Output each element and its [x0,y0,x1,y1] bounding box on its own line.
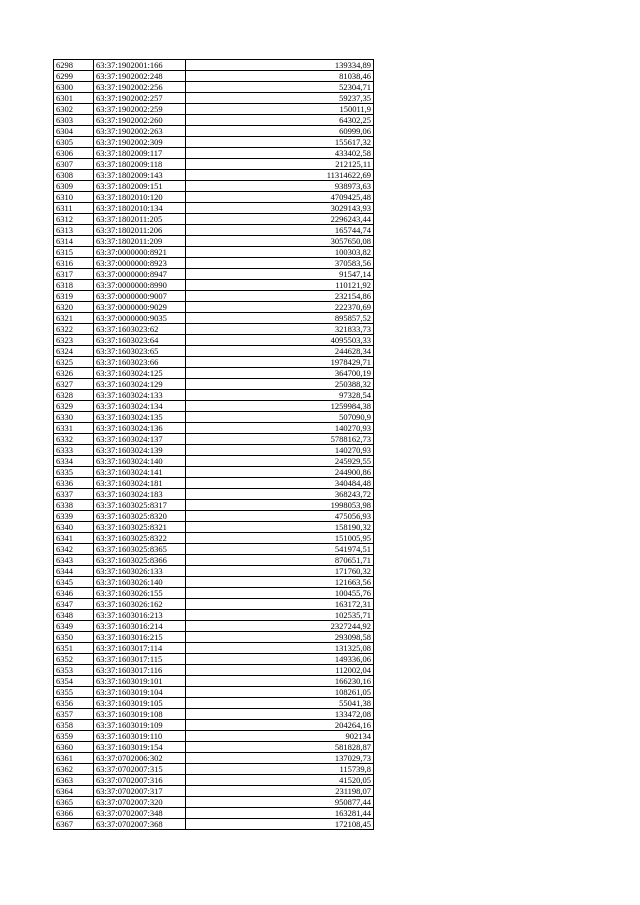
cadastral-number-cell: 63:37:1902002:248 [94,71,186,82]
value-cell: 3057650,08 [186,236,374,247]
value-cell: 59237,35 [186,93,374,104]
value-cell: 91547,14 [186,269,374,280]
value-cell: 340484,48 [186,478,374,489]
value-cell: 110121,92 [186,280,374,291]
value-cell: 137029,73 [186,753,374,764]
table-row [54,775,374,786]
cadastral-number-cell: 63:37:1802011:205 [94,214,186,225]
row-number-cell: 6334 [54,456,94,467]
row-number-cell: 6317 [54,269,94,280]
table-row [54,467,374,478]
value-cell: 507090,9 [186,412,374,423]
table-row [54,643,374,654]
row-number-cell: 6300 [54,82,94,93]
row-number-cell: 6362 [54,764,94,775]
table-row [54,676,374,687]
value-cell: 171760,32 [186,566,374,577]
value-cell: 64302,25 [186,115,374,126]
table-row [54,82,374,93]
table-row [54,687,374,698]
cadastral-number-cell: 63:37:1802009:151 [94,181,186,192]
row-number-cell: 6308 [54,170,94,181]
row-number-cell: 6331 [54,423,94,434]
value-cell: 163281,44 [186,808,374,819]
table-row [54,379,374,390]
value-cell: 364700,19 [186,368,374,379]
value-cell: 950877,44 [186,797,374,808]
row-number-cell: 6337 [54,489,94,500]
cadastral-number-cell: 63:37:1902002:260 [94,115,186,126]
row-number-cell: 6313 [54,225,94,236]
row-number-cell: 6339 [54,511,94,522]
cadastral-number-cell: 63:37:1603024:135 [94,412,186,423]
cadastral-number-cell: 63:37:1603025:8366 [94,555,186,566]
row-number-cell: 6329 [54,401,94,412]
row-number-cell: 6340 [54,522,94,533]
table-row [54,742,374,753]
cadastral-number-cell: 63:37:1802010:120 [94,192,186,203]
value-cell: 165744,74 [186,225,374,236]
row-number-cell: 6316 [54,258,94,269]
value-cell: 938973,63 [186,181,374,192]
table-row [54,566,374,577]
value-cell: 166230,16 [186,676,374,687]
cadastral-number-cell: 63:37:1603019:105 [94,698,186,709]
cadastral-number-cell: 63:37:1603016:214 [94,621,186,632]
cadastral-number-cell: 63:37:1902001:166 [94,60,186,71]
row-number-cell: 6302 [54,104,94,115]
row-number-cell: 6353 [54,665,94,676]
row-number-cell: 6301 [54,93,94,104]
table-row [54,621,374,632]
table-row [54,720,374,731]
row-number-cell: 6359 [54,731,94,742]
cadastral-number-cell: 63:37:0702007:316 [94,775,186,786]
table-row [54,544,374,555]
spreadsheet-page [53,59,374,830]
cadastral-number-cell: 63:37:1603024:134 [94,401,186,412]
row-number-cell: 6298 [54,60,94,71]
table-row [54,577,374,588]
table-row [54,302,374,313]
value-cell: 293098,58 [186,632,374,643]
row-number-cell: 6355 [54,687,94,698]
value-cell: 1978429,71 [186,357,374,368]
cadastral-number-cell: 63:37:1603017:114 [94,643,186,654]
value-cell: 121663,56 [186,577,374,588]
row-number-cell: 6311 [54,203,94,214]
row-number-cell: 6318 [54,280,94,291]
data-table [53,59,374,830]
row-number-cell: 6347 [54,599,94,610]
value-cell: 4095503,33 [186,335,374,346]
value-cell: 244900,86 [186,467,374,478]
value-cell: 244628,34 [186,346,374,357]
table-row [54,555,374,566]
cadastral-number-cell: 63:37:1902002:263 [94,126,186,137]
table-row [54,588,374,599]
row-number-cell: 6323 [54,335,94,346]
cadastral-number-cell: 63:37:1902002:256 [94,82,186,93]
table-row [54,346,374,357]
row-number-cell: 6328 [54,390,94,401]
row-number-cell: 6324 [54,346,94,357]
row-number-cell: 6299 [54,71,94,82]
row-number-cell: 6304 [54,126,94,137]
row-number-cell: 6357 [54,709,94,720]
cadastral-number-cell: 63:37:1603026:155 [94,588,186,599]
cadastral-number-cell: 63:37:1802011:206 [94,225,186,236]
cadastral-number-cell: 63:37:0702007:317 [94,786,186,797]
row-number-cell: 6335 [54,467,94,478]
value-cell: 41520,05 [186,775,374,786]
value-cell: 204264,16 [186,720,374,731]
cadastral-number-cell: 63:37:1603025:8321 [94,522,186,533]
row-number-cell: 6321 [54,313,94,324]
table-row [54,533,374,544]
cadastral-number-cell: 63:37:1603024:129 [94,379,186,390]
table-row [54,500,374,511]
table-row [54,786,374,797]
value-cell: 112002,04 [186,665,374,676]
cadastral-number-cell: 63:37:0000000:8990 [94,280,186,291]
row-number-cell: 6306 [54,148,94,159]
value-cell: 231198,07 [186,786,374,797]
row-number-cell: 6346 [54,588,94,599]
table-row [54,511,374,522]
value-cell: 5788162,73 [186,434,374,445]
cadastral-number-cell: 63:37:1603025:8320 [94,511,186,522]
value-cell: 222370,69 [186,302,374,313]
value-cell: 108261,05 [186,687,374,698]
value-cell: 250388,32 [186,379,374,390]
cadastral-number-cell: 63:37:0000000:9007 [94,291,186,302]
cadastral-number-cell: 63:37:1603017:115 [94,654,186,665]
value-cell: 55041,38 [186,698,374,709]
value-cell: 115739,8 [186,764,374,775]
cadastral-number-cell: 63:37:1603025:8365 [94,544,186,555]
row-number-cell: 6314 [54,236,94,247]
cadastral-number-cell: 63:37:0000000:8947 [94,269,186,280]
value-cell: 11314622,69 [186,170,374,181]
table-row [54,698,374,709]
row-number-cell: 6366 [54,808,94,819]
cadastral-number-cell: 63:37:1802010:134 [94,203,186,214]
table-row [54,423,374,434]
value-cell: 321833,73 [186,324,374,335]
row-number-cell: 6349 [54,621,94,632]
cadastral-number-cell: 63:37:0702006:302 [94,753,186,764]
value-cell: 149336,06 [186,654,374,665]
row-number-cell: 6342 [54,544,94,555]
table-row [54,731,374,742]
cadastral-number-cell: 63:37:0702007:320 [94,797,186,808]
table-row [54,654,374,665]
cadastral-number-cell: 63:37:1603024:181 [94,478,186,489]
value-cell: 541974,51 [186,544,374,555]
row-number-cell: 6332 [54,434,94,445]
value-cell: 100455,76 [186,588,374,599]
cadastral-number-cell: 63:37:1603023:66 [94,357,186,368]
value-cell: 155617,32 [186,137,374,148]
table-row [54,709,374,720]
row-number-cell: 6333 [54,445,94,456]
table-row [54,599,374,610]
cadastral-number-cell: 63:37:1603019:101 [94,676,186,687]
row-number-cell: 6343 [54,555,94,566]
row-number-cell: 6365 [54,797,94,808]
table-row [54,126,374,137]
cadastral-number-cell: 63:37:0702007:368 [94,819,186,830]
cadastral-number-cell: 63:37:1603026:140 [94,577,186,588]
cadastral-number-cell: 63:37:1603019:108 [94,709,186,720]
cadastral-number-cell: 63:37:0000000:9035 [94,313,186,324]
row-number-cell: 6341 [54,533,94,544]
table-row [54,258,374,269]
table-row [54,478,374,489]
row-number-cell: 6319 [54,291,94,302]
row-number-cell: 6307 [54,159,94,170]
value-cell: 133472,08 [186,709,374,720]
value-cell: 232154,86 [186,291,374,302]
value-cell: 2327244,92 [186,621,374,632]
cadastral-number-cell: 63:37:1603024:125 [94,368,186,379]
cadastral-number-cell: 63:37:1802009:117 [94,148,186,159]
cadastral-number-cell: 63:37:1603019:104 [94,687,186,698]
cadastral-number-cell: 63:37:1603024:183 [94,489,186,500]
cadastral-number-cell: 63:37:1603024:139 [94,445,186,456]
table-row [54,225,374,236]
table-row [54,269,374,280]
row-number-cell: 6305 [54,137,94,148]
value-cell: 81038,46 [186,71,374,82]
cadastral-number-cell: 63:37:1603024:137 [94,434,186,445]
cadastral-number-cell: 63:37:1802011:209 [94,236,186,247]
row-number-cell: 6356 [54,698,94,709]
row-number-cell: 6364 [54,786,94,797]
table-row [54,434,374,445]
table-row [54,159,374,170]
value-cell: 172108,45 [186,819,374,830]
value-cell: 52304,71 [186,82,374,93]
cadastral-number-cell: 63:37:1802009:118 [94,159,186,170]
table-row [54,247,374,258]
value-cell: 902134 [186,731,374,742]
table-row [54,148,374,159]
table-row [54,181,374,192]
value-cell: 102535,71 [186,610,374,621]
value-cell: 870651,71 [186,555,374,566]
value-cell: 895857,52 [186,313,374,324]
row-number-cell: 6345 [54,577,94,588]
table-row [54,665,374,676]
table-row [54,753,374,764]
cadastral-number-cell: 63:37:0000000:9029 [94,302,186,313]
cadastral-number-cell: 63:37:1902002:257 [94,93,186,104]
value-cell: 150011,9 [186,104,374,115]
row-number-cell: 6326 [54,368,94,379]
table-row [54,401,374,412]
value-cell: 131325,08 [186,643,374,654]
table-row [54,324,374,335]
cadastral-number-cell: 63:37:1603026:162 [94,599,186,610]
cadastral-number-cell: 63:37:1802009:143 [94,170,186,181]
cadastral-number-cell: 63:37:1902002:309 [94,137,186,148]
value-cell: 140270,93 [186,423,374,434]
table-row [54,192,374,203]
table-row [54,489,374,500]
cadastral-number-cell: 63:37:1603019:154 [94,742,186,753]
value-cell: 151005,95 [186,533,374,544]
table-row [54,357,374,368]
cadastral-number-cell: 63:37:1603025:8322 [94,533,186,544]
table-row [54,764,374,775]
cadastral-number-cell: 63:37:1603019:110 [94,731,186,742]
row-number-cell: 6320 [54,302,94,313]
table-row [54,104,374,115]
table-row [54,313,374,324]
value-cell: 97328,54 [186,390,374,401]
cadastral-number-cell: 63:37:1603024:133 [94,390,186,401]
table-row [54,335,374,346]
cadastral-number-cell: 63:37:1603026:133 [94,566,186,577]
value-cell: 163172,31 [186,599,374,610]
row-number-cell: 6363 [54,775,94,786]
row-number-cell: 6309 [54,181,94,192]
row-number-cell: 6315 [54,247,94,258]
table-row [54,412,374,423]
table-row [54,610,374,621]
value-cell: 581828,87 [186,742,374,753]
table-row [54,632,374,643]
table-row [54,808,374,819]
row-number-cell: 6303 [54,115,94,126]
value-cell: 3029143,93 [186,203,374,214]
cadastral-number-cell: 63:37:0702007:315 [94,764,186,775]
table-row [54,203,374,214]
row-number-cell: 6348 [54,610,94,621]
row-number-cell: 6361 [54,753,94,764]
row-number-cell: 6352 [54,654,94,665]
table-row [54,456,374,467]
table-row [54,797,374,808]
table-row [54,445,374,456]
cadastral-number-cell: 63:37:1603023:65 [94,346,186,357]
cadastral-number-cell: 63:37:1603025:8317 [94,500,186,511]
row-number-cell: 6325 [54,357,94,368]
value-cell: 433402,58 [186,148,374,159]
row-number-cell: 6360 [54,742,94,753]
table-row [54,291,374,302]
table-row [54,368,374,379]
row-number-cell: 6358 [54,720,94,731]
value-cell: 4709425,48 [186,192,374,203]
cadastral-number-cell: 63:37:1603023:64 [94,335,186,346]
table-row [54,280,374,291]
table-row [54,60,374,71]
table-row [54,214,374,225]
row-number-cell: 6354 [54,676,94,687]
value-cell: 1998053,98 [186,500,374,511]
cadastral-number-cell: 63:37:1603024:136 [94,423,186,434]
cadastral-number-cell: 63:37:1603016:213 [94,610,186,621]
table-row [54,115,374,126]
table-row [54,236,374,247]
value-cell: 212125,11 [186,159,374,170]
row-number-cell: 6330 [54,412,94,423]
table-row [54,819,374,830]
value-cell: 368243,72 [186,489,374,500]
table-row [54,170,374,181]
cadastral-number-cell: 63:37:0000000:8923 [94,258,186,269]
cadastral-number-cell: 63:37:1603023:62 [94,324,186,335]
value-cell: 140270,93 [186,445,374,456]
table-row [54,71,374,82]
value-cell: 370583,56 [186,258,374,269]
value-cell: 1259984,38 [186,401,374,412]
value-cell: 475056,93 [186,511,374,522]
cadastral-number-cell: 63:37:1603024:140 [94,456,186,467]
value-cell: 139334,89 [186,60,374,71]
table-row [54,522,374,533]
value-cell: 100303,82 [186,247,374,258]
cadastral-number-cell: 63:37:1603024:141 [94,467,186,478]
table-row [54,93,374,104]
row-number-cell: 6336 [54,478,94,489]
row-number-cell: 6310 [54,192,94,203]
value-cell: 158190,32 [186,522,374,533]
row-number-cell: 6338 [54,500,94,511]
cadastral-number-cell: 63:37:1603017:116 [94,665,186,676]
cadastral-number-cell: 63:37:1603016:215 [94,632,186,643]
value-cell: 2296243,44 [186,214,374,225]
cadastral-number-cell: 63:37:1902002:259 [94,104,186,115]
row-number-cell: 6367 [54,819,94,830]
row-number-cell: 6344 [54,566,94,577]
cadastral-number-cell: 63:37:1603019:109 [94,720,186,731]
row-number-cell: 6322 [54,324,94,335]
row-number-cell: 6350 [54,632,94,643]
row-number-cell: 6327 [54,379,94,390]
cadastral-number-cell: 63:37:0702007:348 [94,808,186,819]
value-cell: 245929,55 [186,456,374,467]
row-number-cell: 6351 [54,643,94,654]
row-number-cell: 6312 [54,214,94,225]
cadastral-number-cell: 63:37:0000000:8921 [94,247,186,258]
table-body [54,60,374,830]
value-cell: 60999,06 [186,126,374,137]
table-row [54,390,374,401]
table-row [54,137,374,148]
